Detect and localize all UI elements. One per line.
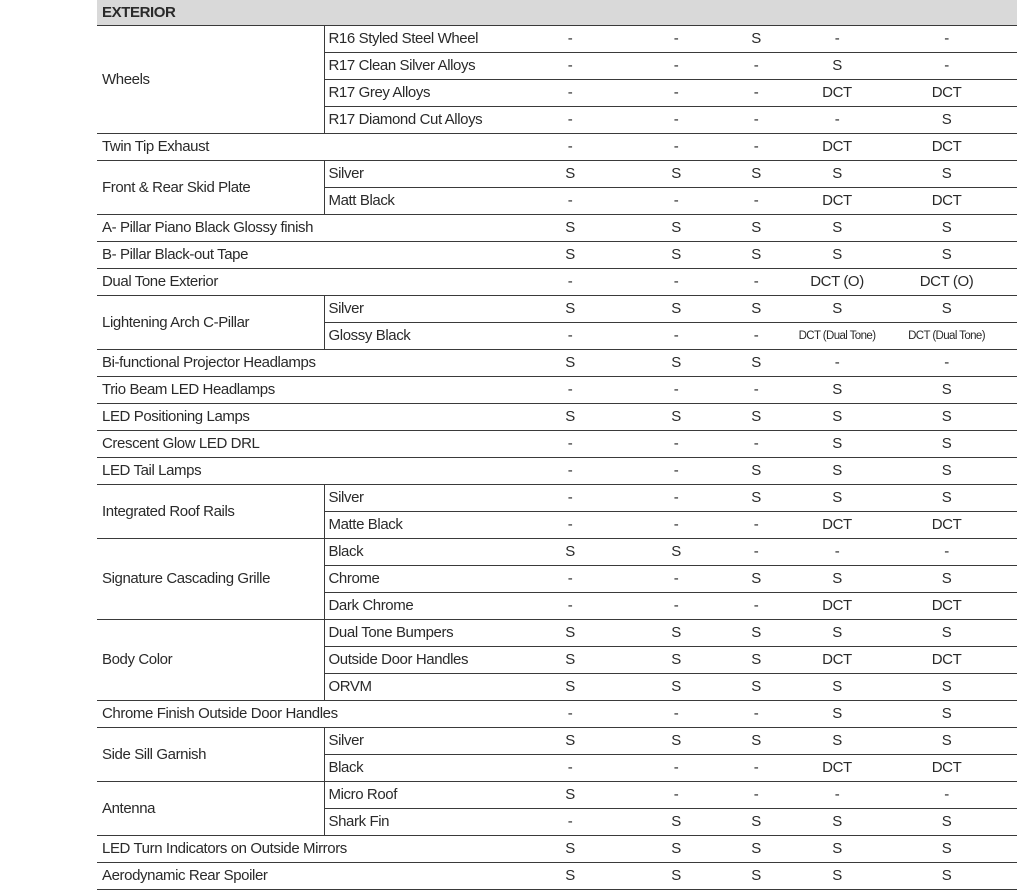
variant-value: S [714, 674, 798, 701]
variant-value: S [714, 242, 798, 269]
variant-value: DCT [876, 593, 1017, 620]
variant-value: S [714, 809, 798, 836]
variant-value: S [638, 620, 714, 647]
feature-name: Wheels [97, 26, 324, 134]
variant-value: - [798, 107, 876, 134]
variant-value: - [876, 782, 1017, 809]
variant-value: S [502, 404, 638, 431]
feature-name: Crescent Glow LED DRL [97, 431, 502, 458]
variant-value: S [714, 26, 798, 53]
variant-value: - [638, 26, 714, 53]
variant-value: - [638, 512, 714, 539]
variant-value: - [714, 80, 798, 107]
variant-value: S [876, 701, 1017, 728]
variant-value: S [798, 863, 876, 890]
variant-value: - [876, 26, 1017, 53]
variant-value: S [502, 296, 638, 323]
variant-value: - [714, 377, 798, 404]
sub-feature-name: Matte Black [324, 512, 502, 539]
variant-value: S [876, 566, 1017, 593]
variant-value: - [502, 755, 638, 782]
variant-value: - [638, 593, 714, 620]
variant-value: S [638, 539, 714, 566]
variant-value: - [502, 701, 638, 728]
table-row [97, 458, 1017, 485]
variant-value: S [638, 674, 714, 701]
variant-value: DCT [876, 188, 1017, 215]
feature-name: Antenna [97, 782, 324, 836]
variant-value: S [502, 782, 638, 809]
exterior-spec-table [97, 0, 1017, 890]
variant-value: S [502, 350, 638, 377]
variant-value: DCT [876, 512, 1017, 539]
variant-value: S [798, 242, 876, 269]
sub-feature-name: Silver [324, 296, 502, 323]
variant-value: DCT [876, 755, 1017, 782]
variant-value: S [798, 566, 876, 593]
sub-feature-name: ORVM [324, 674, 502, 701]
table-row [97, 863, 1017, 890]
feature-name: Bi-functional Projector Headlamps [97, 350, 502, 377]
variant-value: S [714, 566, 798, 593]
variant-value: S [876, 215, 1017, 242]
table-row [97, 134, 1017, 161]
table-row [97, 350, 1017, 377]
feature-name: Chrome Finish Outside Door Handles [97, 701, 502, 728]
variant-value: S [798, 377, 876, 404]
sub-feature-name: Dark Chrome [324, 593, 502, 620]
variant-value: S [502, 539, 638, 566]
variant-value: - [714, 107, 798, 134]
feature-name: Lightening Arch C-Pillar [97, 296, 324, 350]
variant-value: S [798, 620, 876, 647]
variant-value: S [714, 161, 798, 188]
variant-value: - [502, 323, 638, 350]
variant-value: - [714, 755, 798, 782]
variant-value: - [876, 53, 1017, 80]
variant-value: S [876, 485, 1017, 512]
variant-value: - [502, 377, 638, 404]
variant-value: S [876, 431, 1017, 458]
variant-value: S [502, 242, 638, 269]
feature-name: Trio Beam LED Headlamps [97, 377, 502, 404]
feature-name: Integrated Roof Rails [97, 485, 324, 539]
variant-value: - [714, 53, 798, 80]
variant-value: - [502, 53, 638, 80]
sub-feature-name: R17 Grey Alloys [324, 80, 502, 107]
feature-name: Side Sill Garnish [97, 728, 324, 782]
variant-value: - [638, 755, 714, 782]
variant-value: S [638, 161, 714, 188]
variant-value: S [502, 161, 638, 188]
variant-value: - [798, 539, 876, 566]
variant-value: - [502, 458, 638, 485]
variant-value: S [798, 404, 876, 431]
variant-value: S [502, 215, 638, 242]
variant-value: - [502, 566, 638, 593]
variant-value: - [714, 539, 798, 566]
variant-value: - [502, 107, 638, 134]
sub-feature-name: Outside Door Handles [324, 647, 502, 674]
variant-value: S [798, 458, 876, 485]
table-row [97, 836, 1017, 863]
variant-value: S [638, 404, 714, 431]
variant-value: S [638, 215, 714, 242]
variant-value: S [714, 296, 798, 323]
sub-feature-name: Silver [324, 161, 502, 188]
sub-feature-name: Matt Black [324, 188, 502, 215]
variant-value: S [714, 836, 798, 863]
variant-value: DCT (Dual Tone) [876, 323, 1017, 350]
sub-feature-name: Shark Fin [324, 809, 502, 836]
variant-value: - [876, 539, 1017, 566]
variant-value: - [502, 80, 638, 107]
variant-value: - [638, 188, 714, 215]
variant-value: DCT [798, 647, 876, 674]
feature-name: Aerodynamic Rear Spoiler [97, 863, 502, 890]
variant-value: - [714, 431, 798, 458]
table-row [97, 404, 1017, 431]
variant-value: S [714, 404, 798, 431]
table-row [97, 215, 1017, 242]
variant-value: - [714, 512, 798, 539]
sub-feature-name: R17 Clean Silver Alloys [324, 53, 502, 80]
sub-feature-name: Dual Tone Bumpers [324, 620, 502, 647]
table-row [97, 377, 1017, 404]
sub-feature-name: Glossy Black [324, 323, 502, 350]
variant-value: - [502, 26, 638, 53]
variant-value: DCT (O) [798, 269, 876, 296]
variant-value: S [798, 701, 876, 728]
variant-value: S [876, 836, 1017, 863]
variant-value: - [502, 269, 638, 296]
sub-feature-name: R17 Diamond Cut Alloys [324, 107, 502, 134]
section-header-row [97, 0, 1017, 26]
variant-value: S [714, 485, 798, 512]
feature-name: LED Positioning Lamps [97, 404, 502, 431]
variant-value: - [876, 350, 1017, 377]
variant-value: S [876, 809, 1017, 836]
variant-value: DCT [798, 593, 876, 620]
variant-value: - [638, 566, 714, 593]
sub-feature-name: Black [324, 755, 502, 782]
variant-value: S [876, 863, 1017, 890]
variant-value: S [714, 350, 798, 377]
variant-value: S [638, 728, 714, 755]
variant-value: - [638, 782, 714, 809]
variant-value: S [502, 863, 638, 890]
variant-value: - [502, 485, 638, 512]
variant-value: S [876, 296, 1017, 323]
variant-value: S [714, 215, 798, 242]
section-title: EXTERIOR [97, 0, 1017, 26]
variant-value: DCT (O) [876, 269, 1017, 296]
variant-value: S [638, 836, 714, 863]
feature-name: LED Tail Lamps [97, 458, 502, 485]
variant-value: DCT (Dual Tone) [798, 323, 876, 350]
variant-value: S [876, 674, 1017, 701]
variant-value: S [638, 350, 714, 377]
sub-feature-name: Silver [324, 728, 502, 755]
table-row [97, 539, 1017, 566]
variant-value: - [638, 458, 714, 485]
variant-value: DCT [798, 188, 876, 215]
table-row [97, 161, 1017, 188]
feature-name: Body Color [97, 620, 324, 701]
variant-value: S [502, 728, 638, 755]
variant-value: S [502, 836, 638, 863]
variant-value: - [502, 134, 638, 161]
variant-value: S [638, 647, 714, 674]
variant-value: S [638, 296, 714, 323]
variant-value: S [798, 161, 876, 188]
variant-value: - [638, 269, 714, 296]
sub-feature-name: Silver [324, 485, 502, 512]
variant-value: - [798, 26, 876, 53]
variant-value: - [638, 80, 714, 107]
variant-value: S [714, 647, 798, 674]
variant-value: - [638, 107, 714, 134]
table-row [97, 26, 1017, 53]
variant-value: S [714, 458, 798, 485]
variant-value: S [638, 242, 714, 269]
table-row [97, 620, 1017, 647]
variant-value: DCT [876, 80, 1017, 107]
variant-value: S [798, 674, 876, 701]
variant-value: S [638, 863, 714, 890]
table-row [97, 431, 1017, 458]
variant-value: - [638, 323, 714, 350]
variant-value: - [714, 323, 798, 350]
variant-value: S [798, 431, 876, 458]
variant-value: S [502, 620, 638, 647]
variant-value: S [876, 107, 1017, 134]
variant-value: - [714, 134, 798, 161]
sub-feature-name: Chrome [324, 566, 502, 593]
variant-value: S [798, 809, 876, 836]
variant-value: - [638, 701, 714, 728]
variant-value: - [638, 431, 714, 458]
variant-value: - [638, 485, 714, 512]
variant-value: - [714, 701, 798, 728]
variant-value: S [714, 620, 798, 647]
variant-value: S [798, 296, 876, 323]
variant-value: - [798, 350, 876, 377]
variant-value: - [798, 782, 876, 809]
variant-value: S [876, 404, 1017, 431]
variant-value: S [876, 242, 1017, 269]
variant-value: S [876, 728, 1017, 755]
variant-value: DCT [798, 134, 876, 161]
variant-value: S [502, 647, 638, 674]
sub-feature-name: R16 Styled Steel Wheel [324, 26, 502, 53]
feature-name: Twin Tip Exhaust [97, 134, 502, 161]
variant-value: S [714, 863, 798, 890]
variant-value: DCT [798, 512, 876, 539]
variant-value: DCT [876, 647, 1017, 674]
sub-feature-name: Micro Roof [324, 782, 502, 809]
table-row [97, 782, 1017, 809]
variant-value: S [638, 809, 714, 836]
variant-value: S [502, 674, 638, 701]
variant-value: S [798, 836, 876, 863]
variant-value: S [876, 377, 1017, 404]
variant-value: S [876, 161, 1017, 188]
variant-value: DCT [876, 134, 1017, 161]
variant-value: S [798, 485, 876, 512]
variant-value: - [638, 53, 714, 80]
variant-value: S [798, 215, 876, 242]
variant-value: S [798, 53, 876, 80]
variant-value: - [638, 134, 714, 161]
feature-name: Front & Rear Skid Plate [97, 161, 324, 215]
variant-value: S [714, 728, 798, 755]
table-row [97, 485, 1017, 512]
variant-value: DCT [798, 755, 876, 782]
table-row [97, 269, 1017, 296]
variant-value: - [502, 593, 638, 620]
variant-value: - [714, 269, 798, 296]
variant-value: - [638, 377, 714, 404]
table-row [97, 296, 1017, 323]
variant-value: S [876, 458, 1017, 485]
feature-name: LED Turn Indicators on Outside Mirrors [97, 836, 502, 863]
table-row [97, 242, 1017, 269]
variant-value: - [714, 593, 798, 620]
variant-value: DCT [798, 80, 876, 107]
feature-name: B- Pillar Black-out Tape [97, 242, 502, 269]
variant-value: - [502, 512, 638, 539]
variant-value: S [798, 728, 876, 755]
variant-value: - [714, 188, 798, 215]
variant-value: - [502, 809, 638, 836]
variant-value: - [502, 188, 638, 215]
feature-name: A- Pillar Piano Black Glossy finish [97, 215, 502, 242]
variant-value: - [714, 782, 798, 809]
feature-name: Signature Cascading Grille [97, 539, 324, 620]
feature-name: Dual Tone Exterior [97, 269, 502, 296]
table-row [97, 728, 1017, 755]
table-row [97, 701, 1017, 728]
variant-value: S [876, 620, 1017, 647]
sub-feature-name: Black [324, 539, 502, 566]
variant-value: - [502, 431, 638, 458]
